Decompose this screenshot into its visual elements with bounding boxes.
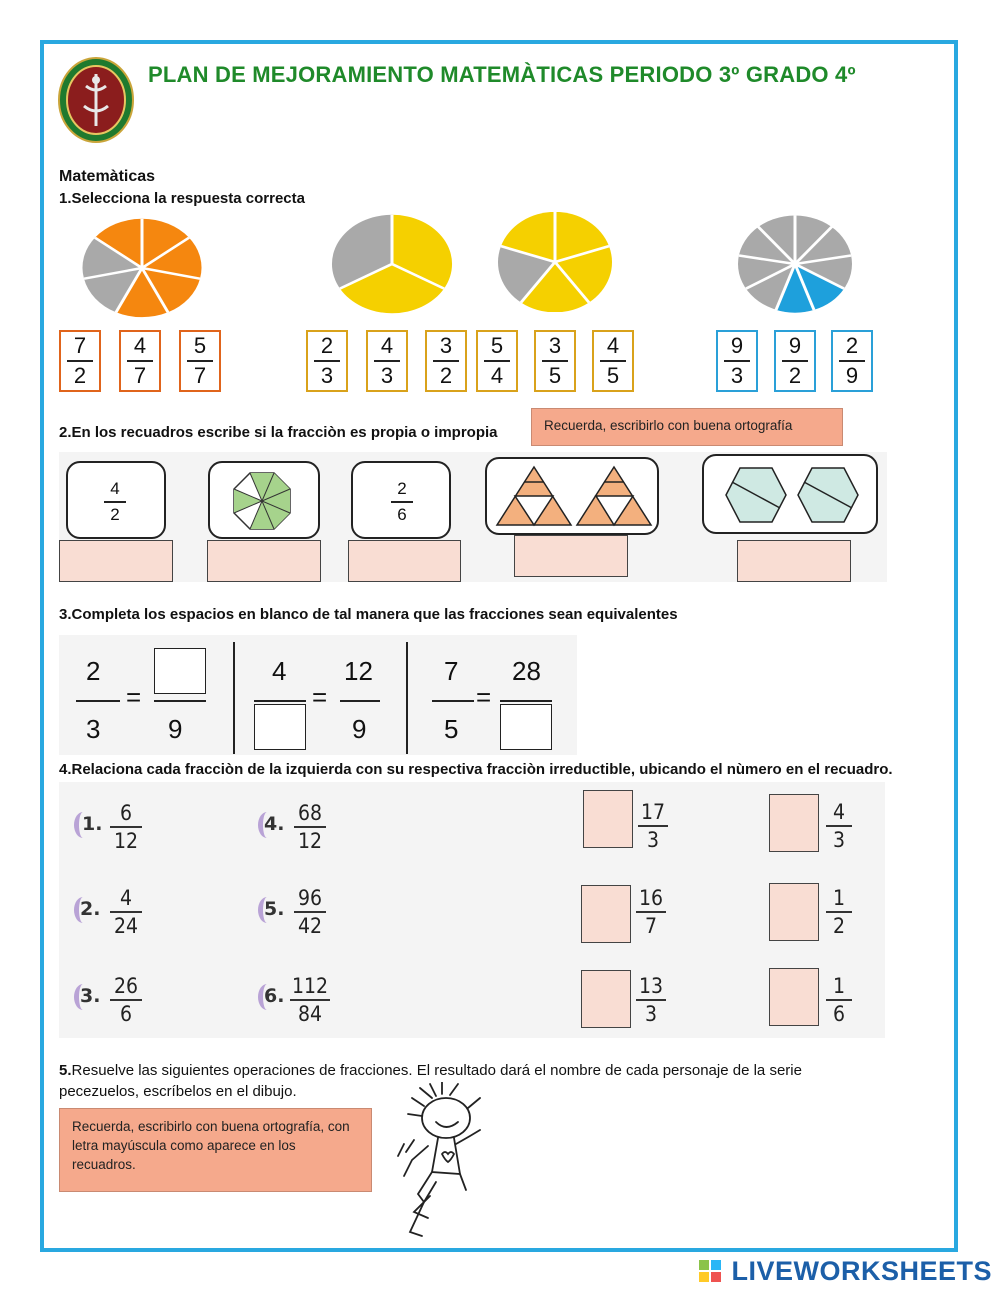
q2-answer-box[interactable]: [737, 540, 851, 582]
q2-card1-numerator: 4: [110, 479, 120, 498]
q2-card3-numerator: 2: [397, 479, 407, 498]
q4-left-n: 6: [119, 801, 133, 825]
q1-option[interactable]: 2 3: [306, 330, 348, 392]
q2-card3-denominator: 6: [397, 504, 407, 524]
equals-sign: =: [476, 682, 492, 712]
q4-left-d: 6: [119, 1002, 133, 1026]
q3-eq1-d2: 9: [168, 714, 183, 744]
q4-right-d: 7: [644, 914, 658, 938]
q4-right-n: 4: [832, 800, 846, 824]
q3-eq3-n1: 7: [444, 656, 459, 686]
q2-answer-box[interactable]: [348, 540, 461, 582]
q4-right-n: 16: [638, 886, 664, 910]
q3-eq1-bar2: [154, 700, 206, 702]
q3-eq3-bar1: [432, 700, 474, 702]
q1-option[interactable]: 4 3: [366, 330, 408, 392]
q4-left-d: 42: [297, 914, 323, 938]
q3-eq1-d1: 3: [86, 714, 101, 744]
girl-drawing: [384, 1082, 494, 1240]
triangles-figure: [493, 463, 655, 529]
q4-item-number: 2.: [80, 898, 101, 920]
q4-left-n: 112: [291, 974, 329, 998]
q1-option[interactable]: 3 5: [534, 330, 576, 392]
q3-eq2-n2: 12: [344, 656, 373, 686]
q4-answer-box[interactable]: [581, 885, 631, 943]
q3-eq2-d2: 9: [352, 714, 367, 744]
school-logo: [56, 56, 136, 144]
q4-answer-box[interactable]: [583, 790, 633, 848]
q1-prompt: 1.Selecciona la respuesta correcta: [59, 190, 305, 207]
q2-card-octagon: [208, 461, 320, 539]
q3-eq3-bar2: [500, 700, 552, 702]
q4-right-n: 13: [638, 974, 664, 998]
q4-right-n: 1: [832, 974, 846, 998]
equals-sign: =: [126, 682, 142, 712]
q4-right-d: 3: [832, 828, 846, 852]
q4-right-n: 17: [640, 800, 666, 824]
pie-orange: [80, 218, 205, 318]
octagon-figure: [230, 471, 294, 531]
q4-left-d: 12: [113, 829, 139, 853]
liveworksheets-brand[interactable]: LIVEWORKSHEETS: [731, 1256, 992, 1286]
hexagons-figure: [724, 464, 860, 526]
q2-card-hexagons: [702, 454, 878, 534]
q2-card-fraction: [351, 461, 451, 539]
q3-eq2-blank[interactable]: [254, 704, 306, 750]
pie-blue-ninths: [736, 214, 854, 314]
q4-right-d: 3: [644, 1002, 658, 1026]
q2-answer-box[interactable]: [59, 540, 173, 582]
q4-left-n: 68: [297, 801, 323, 825]
q4-answer-box[interactable]: [581, 970, 631, 1028]
q5-prompt-text: Resuelve las siguientes operaciones de fracciones. El resultado dará el nombre de cada personaje de la serie pecezuelos, escríbelos en el dibujo.: [59, 1062, 802, 1100]
q4-item-number: 6.: [264, 985, 285, 1007]
q4-answer-box[interactable]: [769, 968, 819, 1026]
q4-item-number: 4.: [264, 813, 285, 835]
q3-eq2-bar2: [340, 700, 380, 702]
q1-option[interactable]: 4 5: [592, 330, 634, 392]
q2-card-fraction: [66, 461, 166, 539]
q1-option[interactable]: 3 2: [425, 330, 467, 392]
q4-item-number: 3.: [80, 985, 101, 1007]
q3-eq2-bar1: [254, 700, 306, 702]
q4-left-d: 12: [297, 829, 323, 853]
q1-option[interactable]: 5 4: [476, 330, 518, 392]
q2-answer-box[interactable]: [207, 540, 321, 582]
q4-left-n: 96: [297, 886, 323, 910]
pie-yellow-fifths: [496, 212, 614, 312]
q1-option[interactable]: 9 3: [716, 330, 758, 392]
q1-option[interactable]: 2 9: [831, 330, 873, 392]
q1-option[interactable]: 4 7: [119, 330, 161, 392]
q1-option[interactable]: 9 2: [774, 330, 816, 392]
q4-left-n: 26: [113, 974, 139, 998]
liveworksheets-logo-icon: [698, 1259, 722, 1283]
pie-yellow-thirds: [330, 214, 455, 314]
q4-panel: [59, 782, 885, 1038]
q2-card-triangles: [485, 457, 659, 535]
q4-item-number: 1.: [82, 813, 103, 835]
q3-eq1-blank[interactable]: [154, 648, 206, 694]
q2-reminder-note: Recuerda, escribirlo con buena ortografía: [531, 408, 843, 446]
q3-eq3-n2: 28: [512, 656, 541, 686]
q4-right-n: 1: [832, 886, 846, 910]
q5-reminder-note: Recuerda, escribirlo con buena ortografía, con letra mayúscula como aparece en los recuadros.: [59, 1108, 372, 1192]
q3-eq3-blank[interactable]: [500, 704, 552, 750]
q2-card1-denominator: 2: [110, 504, 120, 524]
divider: [233, 642, 235, 754]
q3-eq1-n1: 2: [86, 656, 101, 686]
q1-option[interactable]: 5 7: [179, 330, 221, 392]
page-title: PLAN DE MEJORAMIENTO MATEMÀTICAS PERIODO 3º GRADO 4º: [148, 62, 856, 87]
q3-eq2-n1: 4: [272, 656, 287, 686]
q4-answer-box[interactable]: [769, 794, 819, 852]
q4-left-d: 84: [297, 1002, 323, 1026]
q4-right-d: 6: [832, 1002, 846, 1026]
q3-eq3-d1: 5: [444, 714, 459, 744]
q2-answer-box[interactable]: [514, 535, 628, 577]
q4-item-number: 5.: [264, 898, 285, 920]
q4-left-n: 4: [119, 886, 133, 910]
q3-prompt: 3.Completa los espacios en blanco de tal manera que las fracciones sean equivalentes: [59, 606, 678, 623]
divider: [406, 642, 408, 754]
q1-option[interactable]: 7 2: [59, 330, 101, 392]
q2-prompt: 2.En los recuadros escribe si la fracciòn es propia o impropia: [59, 424, 498, 441]
equals-sign: =: [312, 682, 328, 712]
q3-eq1-bar1: [76, 700, 120, 702]
q5-number: 5.: [59, 1062, 72, 1079]
subject-heading: Matemàticas: [59, 168, 156, 185]
q4-answer-box[interactable]: [769, 883, 819, 941]
q4-prompt: 4.Relaciona cada fracciòn de la izquierda con su respectiva fracciòn irreductible, ubicando el nùmero en el recuadro.: [59, 761, 893, 778]
q4-right-d: 3: [646, 828, 660, 852]
q4-left-d: 24: [113, 914, 139, 938]
q4-right-d: 2: [832, 914, 846, 938]
